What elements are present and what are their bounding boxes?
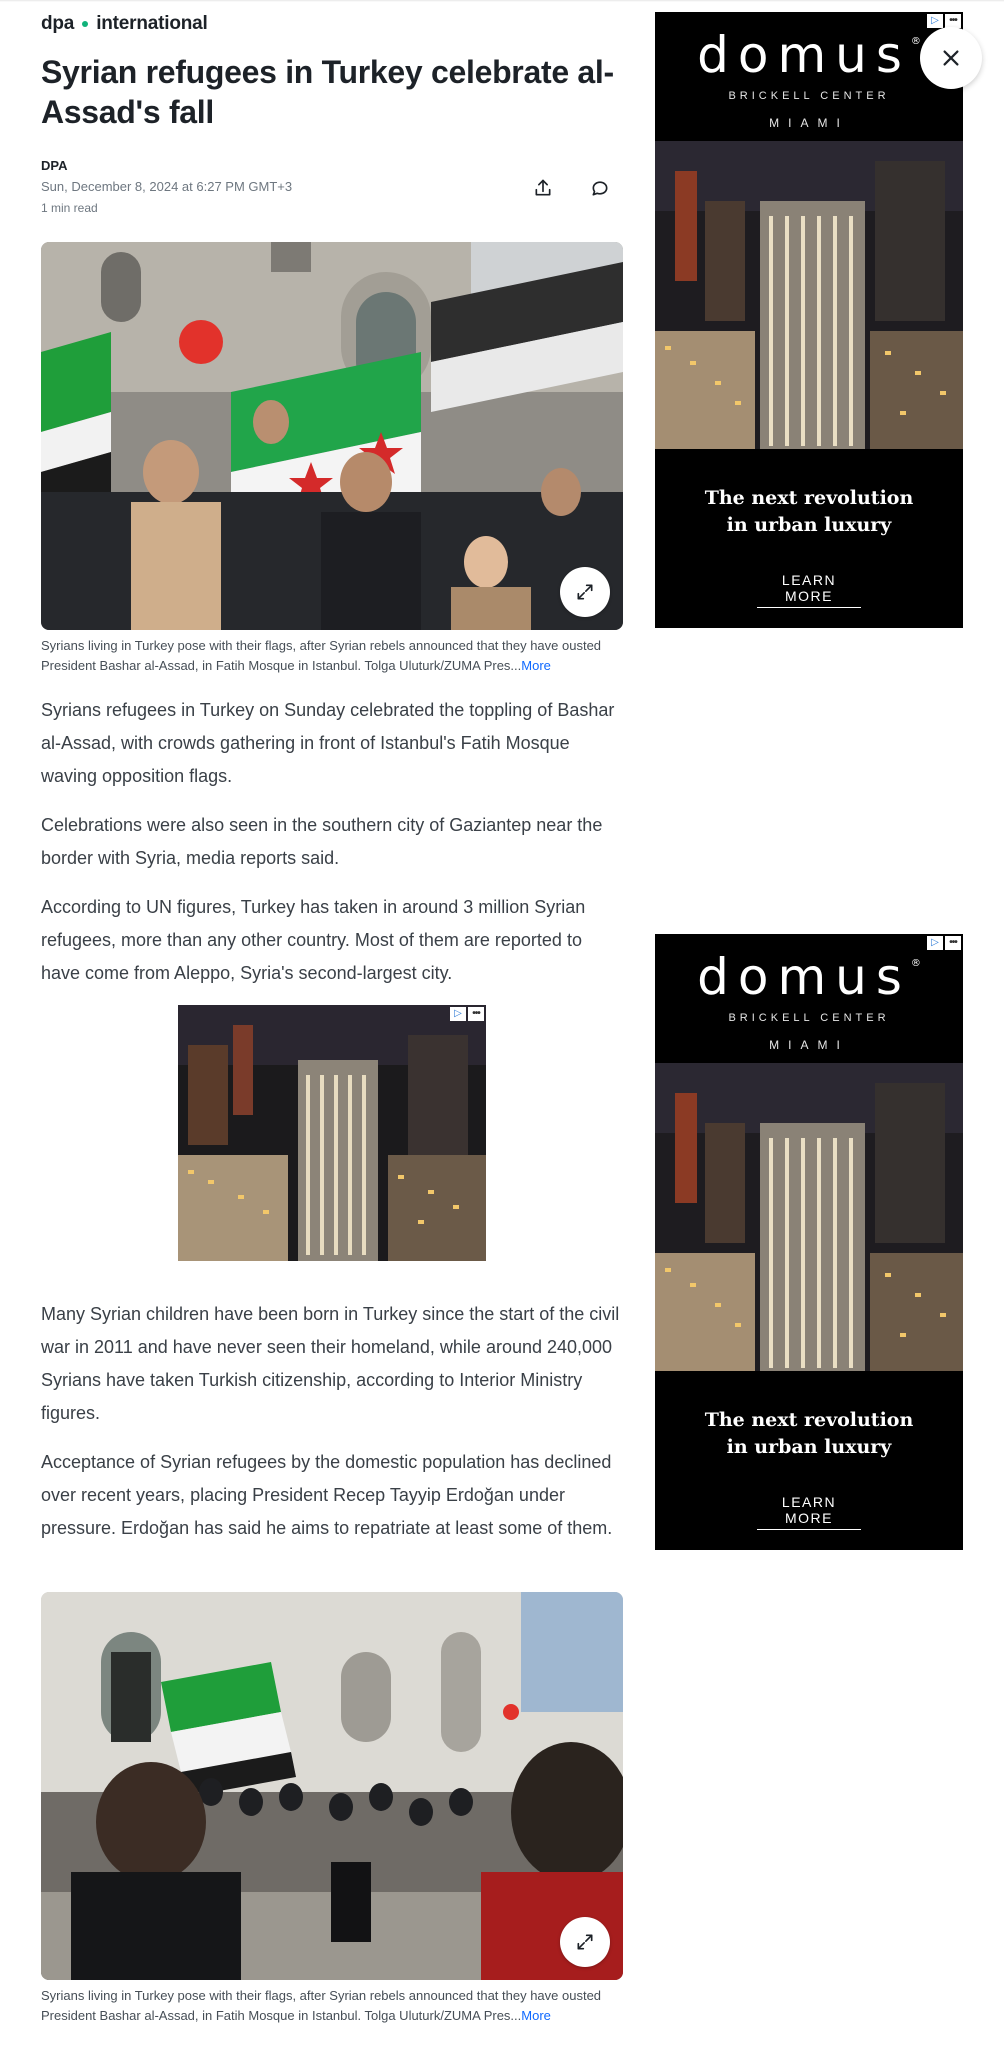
photo-caption-2 bbox=[41, 1986, 623, 2026]
ad-photo bbox=[655, 141, 963, 449]
inline-ad[interactable] bbox=[178, 1005, 486, 1261]
caption-more-link[interactable]: More bbox=[521, 2008, 551, 2023]
article-paragraph-2: Celebrations were also seen in the southern city of Gaziantep near the border with Syria, media reports said. bbox=[41, 815, 603, 868]
ad-tagline: The next revolution in urban luxury bbox=[704, 487, 914, 536]
ad-corner-controls bbox=[927, 936, 961, 950]
ad-corner-controls bbox=[927, 14, 961, 28]
side-ad-2[interactable] bbox=[655, 934, 963, 1550]
share-button[interactable] bbox=[526, 171, 560, 205]
brand-right: international bbox=[96, 13, 208, 34]
expand-icon bbox=[575, 1932, 595, 1952]
photo-celebration-crowd bbox=[41, 242, 623, 630]
ad-brand-logo: domus® bbox=[697, 948, 921, 1006]
ad-tower-photo bbox=[655, 141, 963, 449]
ad-photo bbox=[655, 1063, 963, 1371]
expand-photo-button-1[interactable] bbox=[560, 567, 610, 617]
comments-button[interactable] bbox=[583, 171, 617, 205]
brand-left: dpa bbox=[41, 13, 75, 34]
adchoices-icon[interactable]: ▷ bbox=[927, 936, 943, 950]
ad-learn-more-button[interactable]: LEARN MORE bbox=[757, 572, 861, 608]
article-paragraph-3: According to UN figures, Turkey has taken in around 3 million Syrian refugees, more than any other country. Most of them are reported to have come from Aleppo, Syria's second-largest city. bbox=[41, 897, 586, 983]
article-paragraph-5: Acceptance of Syrian refugees by the domestic population has declined over recent years, placing President Recep Tayyip Erdoğan under pressure. Erdoğan has said he aims to repatriate at least some of them. bbox=[41, 1452, 613, 1538]
side-ad-1[interactable] bbox=[655, 12, 963, 628]
ad-tagline: The next revolution in urban luxury bbox=[704, 1409, 914, 1458]
ad-menu-button[interactable]: ••• bbox=[468, 1007, 484, 1021]
ad-corner-controls bbox=[450, 1007, 484, 1021]
expand-icon bbox=[575, 582, 595, 602]
adchoices-icon[interactable]: ▷ bbox=[927, 14, 943, 28]
article-paragraph-1: Syrians refugees in Turkey on Sunday celebrated the toppling of Bashar al-Assad, with crowds gathering in front of Istanbul's Fatih Mosque waving opposition flags. bbox=[41, 700, 615, 786]
ad-subtitle-1: BRICKELL CENTER bbox=[728, 1012, 890, 1024]
article-author[interactable]: DPA bbox=[41, 158, 68, 173]
article-photo-1[interactable] bbox=[41, 242, 623, 630]
top-shadow bbox=[0, 0, 1004, 2]
ad-learn-more-button[interactable]: LEARN MORE bbox=[757, 1494, 861, 1530]
ad-subtitle-1: BRICKELL CENTER bbox=[728, 90, 890, 102]
comment-icon bbox=[590, 178, 610, 198]
caption-text: Syrians living in Turkey pose with their flags, after Syrian rebels announced that they have ousted President Bashar al-Assad, in Fatih Mosque in Istanbul. Tolga Uluturk/ZUMA Pres... bbox=[41, 638, 602, 673]
close-icon bbox=[940, 47, 962, 69]
caption-text: Syrians living in Turkey pose with their flags, after Syrian rebels announced that they have ousted President Bashar al-Assad, in Fatih Mosque in Istanbul. Tolga Uluturk/ZUMA Pres... bbox=[41, 1988, 602, 2023]
ad-subtitle-2: MIAMI bbox=[769, 116, 849, 130]
article-photo-2[interactable] bbox=[41, 1592, 623, 1980]
ad-brand-logo: domus® bbox=[697, 26, 921, 84]
article-date: Sun, December 8, 2024 at 6:27 PM GMT+3 bbox=[41, 179, 293, 194]
brand-logo[interactable] bbox=[41, 13, 208, 35]
article-title: Syrian refugees in Turkey celebrate al-Assad's fall bbox=[41, 54, 614, 130]
photo-mosque-crowd bbox=[41, 1592, 623, 1980]
photo-caption-1 bbox=[41, 636, 623, 676]
article-paragraph-4: Many Syrian children have been born in Turkey since the start of the civil war in 2011 and have never seen their homeland, while around 240,000 Syrians have taken Turkish citizenship, according to Interior Ministry figures. bbox=[41, 1304, 620, 1423]
adchoices-icon[interactable]: ▷ bbox=[450, 1007, 466, 1021]
ad-tower-photo bbox=[178, 1005, 486, 1261]
ad-tower-photo bbox=[655, 1063, 963, 1371]
ad-menu-button[interactable]: ••• bbox=[945, 936, 961, 950]
article-read-time: 1 min read bbox=[41, 201, 98, 215]
expand-photo-button-2[interactable] bbox=[560, 1917, 610, 1967]
ad-subtitle-2: MIAMI bbox=[769, 1038, 849, 1052]
ad-menu-button[interactable]: ••• bbox=[945, 14, 961, 28]
caption-more-link[interactable]: More bbox=[521, 658, 551, 673]
brand-dot bbox=[82, 21, 88, 27]
share-icon bbox=[533, 178, 553, 198]
close-button[interactable] bbox=[920, 27, 982, 89]
